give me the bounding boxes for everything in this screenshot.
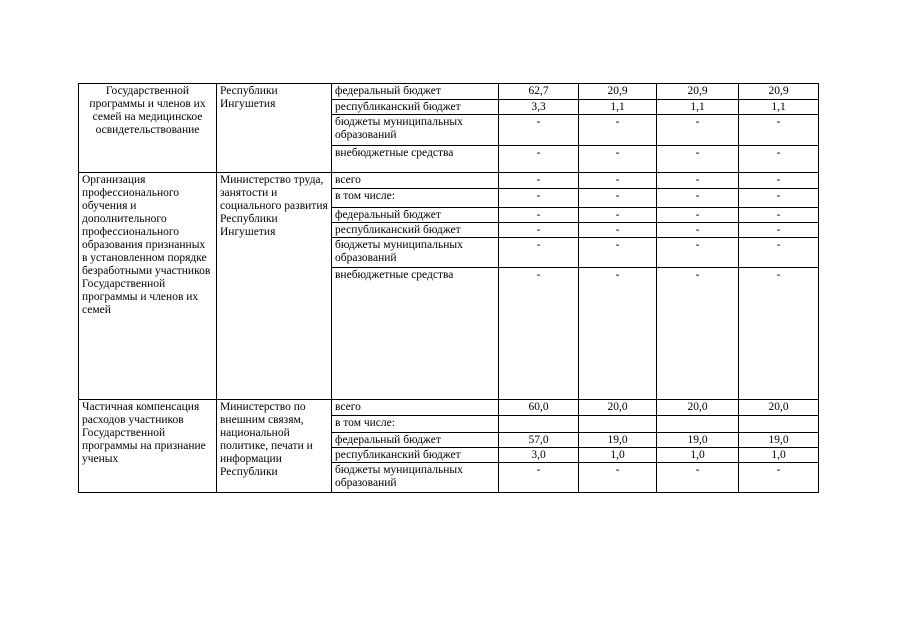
year2-cell: 1,0 [657,448,739,463]
table-row [79,400,819,416]
table-body [79,84,819,493]
executor-cell: Республики Ингушетия [217,84,332,173]
source-cell: бюджеты муниципальных образований [332,463,499,493]
total-cell: - [499,146,579,173]
year2-cell: - [657,208,739,223]
source-cell: бюджеты муниципальных образований [332,238,499,268]
total-cell: - [499,238,579,268]
source-cell: федеральный бюджет [332,208,499,223]
year2-cell: - [657,173,739,189]
total-cell: - [499,223,579,238]
budget-table [78,83,819,493]
source-cell: внебюджетные средства [332,268,499,400]
year2-cell: - [657,115,739,146]
year3-cell: - [739,463,819,493]
source-cell: в том числе: [332,416,499,433]
source-cell: федеральный бюджет [332,84,499,100]
year2-cell: - [657,463,739,493]
year2-cell: - [657,189,739,208]
total-cell: - [499,268,579,400]
source-cell: республиканский бюджет [332,448,499,463]
year3-cell: 20,9 [739,84,819,100]
year3-cell: 1,0 [739,448,819,463]
measure-cell: Организация профессионального обучения и дополнительного профессионального образования признанных в установленном порядке безработными участников Государственной программы и членов их семей [79,173,217,400]
year3-cell: - [739,208,819,223]
total-cell: - [499,173,579,189]
year2-cell: - [657,268,739,400]
year3-cell: - [739,173,819,189]
year1-cell: - [579,173,657,189]
year3-cell: - [739,115,819,146]
source-cell: республиканский бюджет [332,100,499,115]
total-cell: 3,0 [499,448,579,463]
total-cell: 57,0 [499,433,579,448]
total-cell [499,416,579,433]
source-cell: бюджеты муниципальных образований [332,115,499,146]
year1-cell: - [579,146,657,173]
year1-cell: - [579,208,657,223]
year1-cell: 1,0 [579,448,657,463]
source-cell: всего [332,400,499,416]
year1-cell: - [579,268,657,400]
year1-cell: - [579,189,657,208]
year1-cell: - [579,238,657,268]
table-row [79,84,819,100]
year1-cell [579,416,657,433]
year1-cell: - [579,115,657,146]
year3-cell [739,416,819,433]
year2-cell [657,416,739,433]
year1-cell: - [579,463,657,493]
table-row [79,173,819,189]
total-cell: - [499,189,579,208]
year1-cell: 19,0 [579,433,657,448]
year1-cell: - [579,223,657,238]
year1-cell: 1,1 [579,100,657,115]
year3-cell: - [739,146,819,173]
source-cell: в том числе: [332,189,499,208]
executor-cell: Министерство труда, занятости и социального развития Республики Ингушетия [217,173,332,400]
total-cell: 62,7 [499,84,579,100]
year2-cell: - [657,146,739,173]
year1-cell: 20,0 [579,400,657,416]
year3-cell: 1,1 [739,100,819,115]
year3-cell: - [739,189,819,208]
measure-cell: Частичная компенсация расходов участников Государственной программы на признание ученых [79,400,217,493]
executor-cell: Министерство по внешним связям, национальной политике, печати и информации Республики [217,400,332,493]
year2-cell: 20,9 [657,84,739,100]
total-cell: 3,3 [499,100,579,115]
total-cell: 60,0 [499,400,579,416]
year3-cell: - [739,223,819,238]
source-cell: федеральный бюджет [332,433,499,448]
source-cell: республиканский бюджет [332,223,499,238]
year3-cell: - [739,268,819,400]
total-cell: - [499,463,579,493]
source-cell: внебюджетные средства [332,146,499,173]
year3-cell: 20,0 [739,400,819,416]
source-cell: всего [332,173,499,189]
year2-cell: - [657,238,739,268]
total-cell: - [499,208,579,223]
year1-cell: 20,9 [579,84,657,100]
year2-cell: 19,0 [657,433,739,448]
year2-cell: - [657,223,739,238]
year3-cell: - [739,238,819,268]
total-cell: - [499,115,579,146]
year2-cell: 1,1 [657,100,739,115]
year2-cell: 20,0 [657,400,739,416]
year3-cell: 19,0 [739,433,819,448]
measure-cell: Государственной программы и членов их семей на медицинское освидетельствование [79,84,217,173]
